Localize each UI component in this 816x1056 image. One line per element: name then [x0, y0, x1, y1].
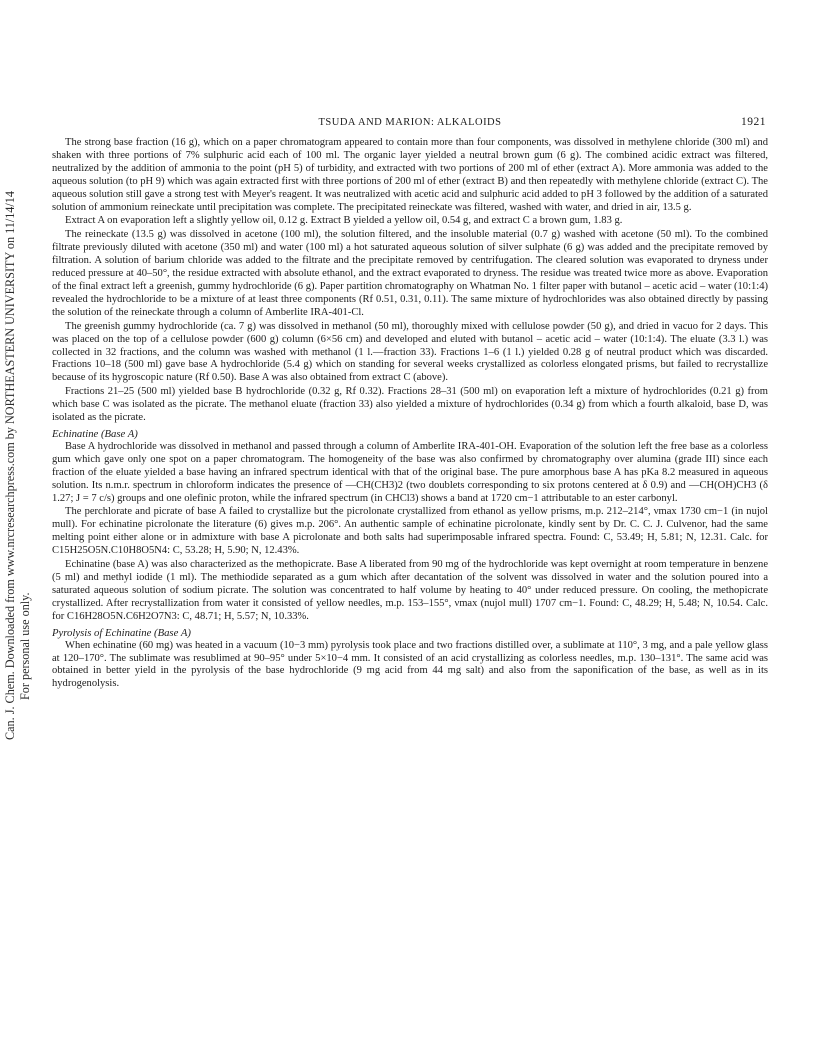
running-title: TSUDA AND MARION: ALKALOIDS	[318, 117, 502, 128]
download-watermark	[3, 180, 33, 740]
article-body	[52, 137, 768, 691]
paragraph: When echinatine (60 mg) was heated in a vacuum (10−3 mm) pyrolysis took place and two fractions distilled over, a sublimate at 110°, 3 mg, and a pale yellow glass at 120–170°. The sublimate was resublimed at 90–95° under 5×10−4 mm. It consisted of an acid crystallizing as colorless needles, m.p. 130–131°. The same acid was obtained in better yield in the pyrolysis of the base hydrochloride (9 mg acid from 44 mg salt) and also from the saponification of the base, as well as in its hydrogenolysis.	[52, 639, 768, 690]
paragraph: Extract A on evaporation left a slightly yellow oil, 0.12 g. Extract B yielded a yellow oil, 0.54 g, and extract C a brown gum, 1.83 g.	[65, 215, 623, 227]
running-header	[52, 117, 768, 133]
page-number: 1921	[741, 116, 766, 128]
download-notice: Can. J. Chem. Downloaded from www.nrcresearchpress.com by NORTHEASTERN UNIVERSITY on 11/14/14	[3, 191, 17, 740]
paragraph: The perchlorate and picrate of base A failed to crystallize but the picrolonate crystallized from ethanol as yellow prisms, m.p. 212–214°, νmax 1730 cm−1 (in nujol mull). For echinatine picrolonate the literature (6) gives m.p. 206°. An authentic sample of echinatine picrolonate, kindly sent by Dr. C. C. J. Culvenor, had the same melting point either alone or in admixture with base A picrolonate and both salts had superimposable infrared spectra. Found: C, 53.49; H, 5.81; N, 12.31. Calc. for C15H25O5N.C10H8O5N4: C, 53.28; H, 5.90; N, 12.43%.	[52, 506, 768, 557]
paragraph: The reineckate (13.5 g) was dissolved in acetone (100 ml), the solution filtered, and the insoluble material (0.7 g) washed with acetone (50 ml). To the combined filtrate previously diluted with acetone (350 ml) and water (100 ml) a hot saturated aqueous solution of silver sulphate (6 g) was added and the precipitate removed by filtration. A solution of barium chloride was added to the filtrate and the precipitate removed by centrifugation. The cleared solution was evaporated to dryness under reduced pressure at 40–50°, the residue extracted with absolute ethanol, and the extract evaporated to dryness. The residue was treated twice more as above. Evaporation of the final extract left a greenish, gummy hydrochloride (6 g). Paper partition chromatography on Whatman No. 1 filter paper with butanol – acetic acid – water (10:1:4) revealed the hydrochloride to be a mixture of at least three components (Rf 0.51, 0.31, 0.11). The same mixture of hydrochlorides was also obtained directly by passing the solution of the reineckate through a column of Amberlite IRA-401-Cl.	[52, 229, 768, 318]
section-heading: Echinatine (Base A)	[52, 427, 138, 440]
section-heading: Pyrolysis of Echinatine (Base A)	[52, 626, 191, 639]
paragraph: The strong base fraction (16 g), which on a paper chromatogram appeared to contain more than four components, was dissolved in methylene chloride (300 ml) and shaken with three portions of 7% sulphuric acid each of 100 ml. The organic layer yielded a neutral brown gum (6 g). The combined acidic extract was filtered, neutralized by the addition of ammonia to the point (pH 5) of turbidity, and extracted with two portions of 200 ml of ether (extract A). More ammonia was added to the aqueous solution (to pH 9) which was again extracted first with three portions of 200 ml of ether (extract B) and then repeatedly with methylene chloride (extract C). The aqueous solution still gave a strong test with Meyer's reagent. It was neutralized with acetic acid and sulphuric acid added to pH 3 followed by the addition of a saturated solution of ammonium reineckate until precipitation was complete. The precipitated reineckate was filtered, washed with water, and dried in air, 13.5 g.	[52, 137, 768, 213]
paragraph: The greenish gummy hydrochloride (ca. 7 g) was dissolved in methanol (50 ml), thoroughly mixed with cellulose powder (50 g), and dried in vacuo for 2 days. This was placed on the top of a cellulose powder (600 g) column (6×56 cm) and developed and eluted with butanol – acetic acid – water (10:1:4). The eluate (3.3 l.) was collected in 32 fractions, and the column was washed with methanol (1 l.—fraction 33). Fractions 1–6 (1 l.) yielded 0.28 g of neutral product which was discarded. Fractions 10–18 (500 ml) gave base A hydrochloride (5.4 g) which on standing for several weeks crystallized as colorless elongated prisms, but failed to recrystallize because of its hygroscopic nature (Rf 0.50). Base A was also obtained from extract C (above).	[52, 320, 768, 384]
personal-use-notice: For personal use only.	[18, 592, 32, 700]
paragraph: Fractions 21–25 (500 ml) yielded base B hydrochloride (0.32 g, Rf 0.32). Fractions 28–31 (500 ml) on evaporation left a mixture of hydrochlorides (0.21 g) from which base C was isolated as the picrate. The methanol eluate (fraction 33) also yielded a mixture of hydrochlorides (0.34 g) from which a fourth alkaloid, base D, was isolated as the picrate.	[52, 386, 768, 424]
paragraph: Base A hydrochloride was dissolved in methanol and passed through a column of Amberlite IRA-401-OH. Evaporation of the solution left the free base as a colorless gum which gave only one spot on a paper chromatogram. The homogeneity of the base was also confirmed by chromatography over alumina (grade III) since each fraction of the eluate yielded a base having an infrared spectrum identical with that of the original base. The pure amorphous base A has pKa 8.2 measured in aqueous solution. Its n.m.r. spectrum in chloroform indicates the presence of —CH(CH3)2 (two doublets corresponding to six protons centered at δ 0.9) and —CH(OH)CH3 (δ 1.27; J = 7 c/s) groups and one olefinic proton, while the infrared spectrum (in CHCl3) shows a band at 1720 cm−1 attributable to an ester carbonyl.	[52, 440, 768, 504]
paragraph: Echinatine (base A) was also characterized as the methopicrate. Base A liberated from 90 mg of the hydrochloride was kept overnight at room temperature in benzene (5 ml) and methyl iodide (1 ml). The methiodide separated as a gum which after decantation of the solvent was dissolved in water and the solution poured into a saturated aqueous solution of sodium picrate. The solution was concentrated to half volume by heating to 40° under reduced pressure. On cooling, the methopicrate crystallized. After recrystallization from water it consisted of yellow needles, m.p. 153–155°, νmax (nujol mull) 1707 cm−1. Found: C, 48.29; H, 5.48; N, 10.54. Calc. for C16H28O5N.C6H2O7N3: C, 48.71; H, 5.57; N, 10.33%.	[52, 559, 768, 622]
